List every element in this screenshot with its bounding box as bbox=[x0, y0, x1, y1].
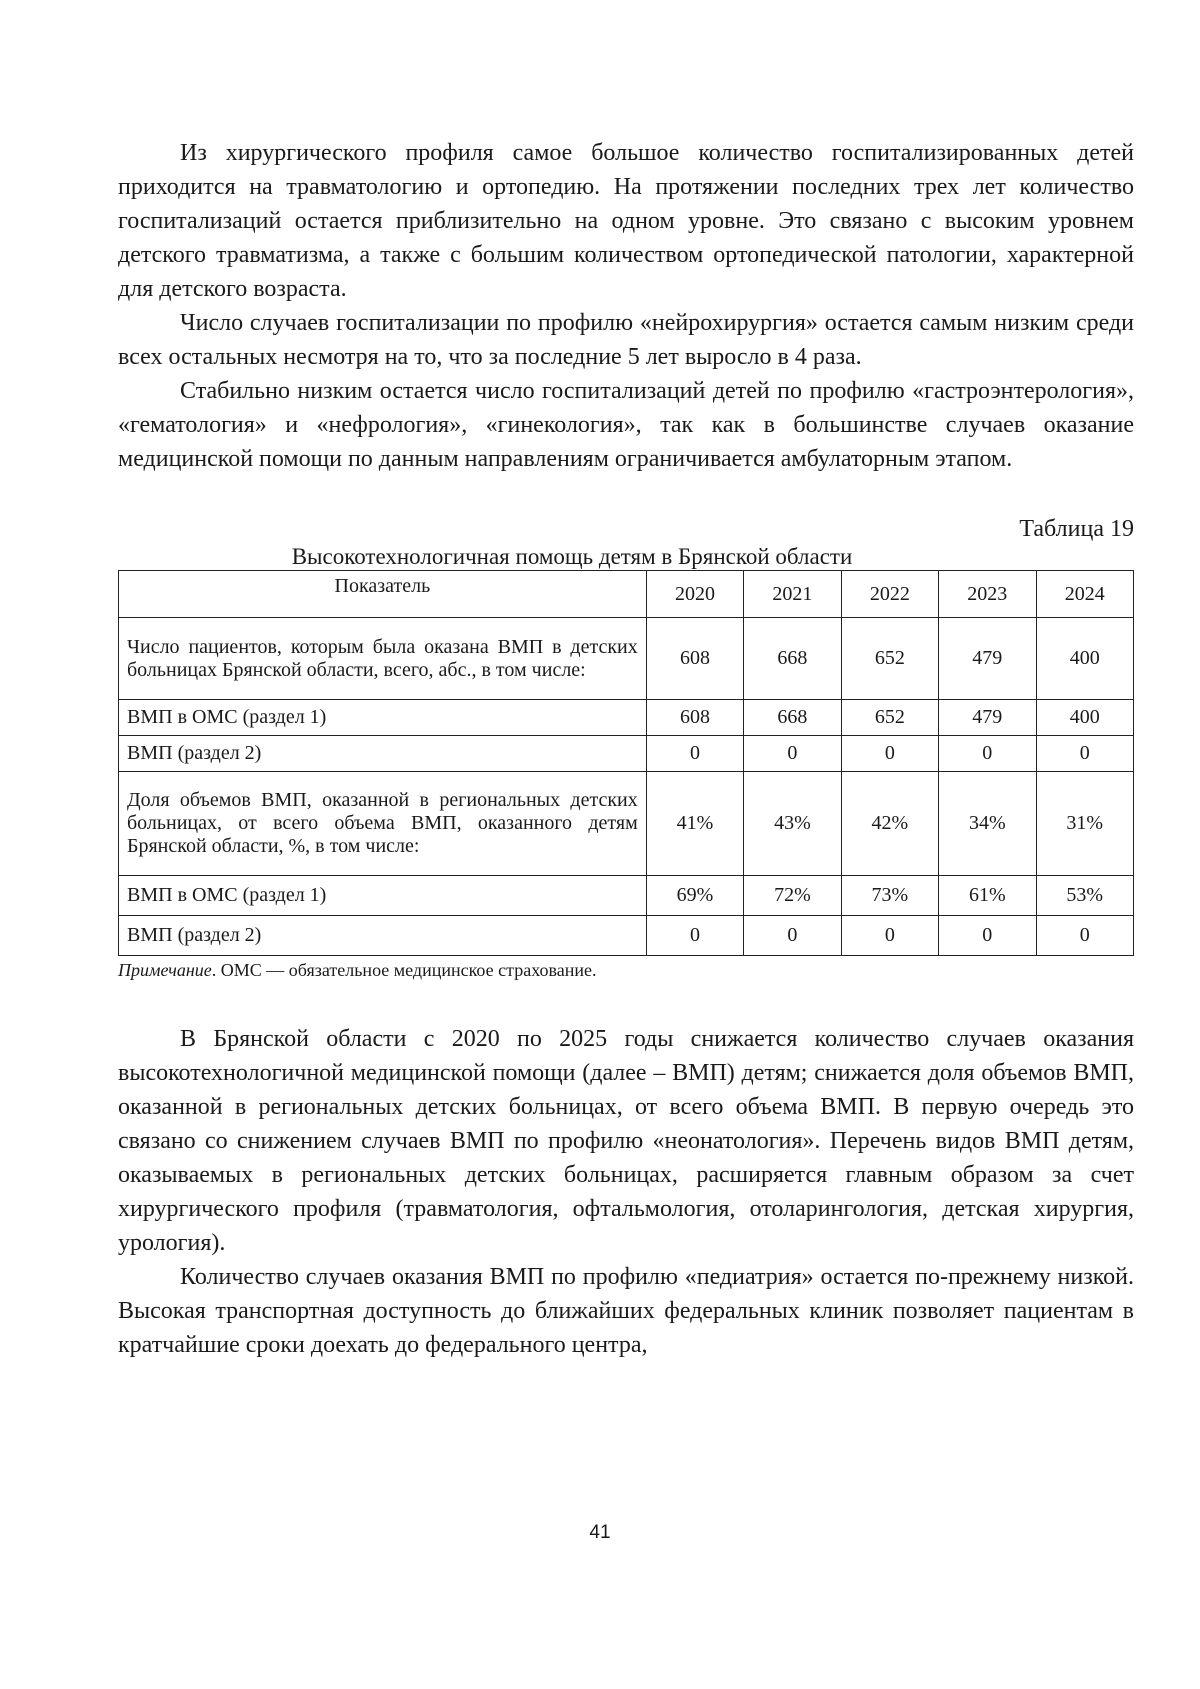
cell-value: 0 bbox=[841, 736, 938, 772]
table-note bbox=[118, 958, 1134, 982]
cell-value: 400 bbox=[1036, 700, 1134, 736]
cell-value: 41% bbox=[646, 772, 743, 876]
table-title: Высокотехнологичная помощь детям в Брянской области bbox=[291, 544, 853, 569]
cell-value: 652 bbox=[841, 700, 938, 736]
cell-value: 53% bbox=[1036, 876, 1134, 916]
cell-value: 42% bbox=[841, 772, 938, 876]
row-label: ВМП в ОМС (раздел 1) bbox=[119, 876, 647, 916]
table-row bbox=[119, 700, 1134, 736]
table-note-text: . ОМС — обязательное медицинское страхование. bbox=[211, 960, 597, 980]
cell-value: 0 bbox=[1036, 736, 1134, 772]
header-indicator: Показатель bbox=[119, 571, 647, 618]
paragraph-pediatrics: Количество случаев оказания ВМП по профилю «педиатрия» остается по-прежнему низкой. Высокая транспортная доступность до ближайших федеральных клиник позволяет пациентам в кратчайшие сроки доехать до федерального центра, bbox=[118, 1264, 1134, 1358]
table-row bbox=[119, 736, 1134, 772]
cell-value: 0 bbox=[1036, 916, 1134, 956]
table-row bbox=[119, 772, 1134, 876]
header-year: 2022 bbox=[841, 571, 938, 618]
paragraph-neurosurgery: Число случаев госпитализации по профилю «нейрохирургия» остается самым низким среди всех остальных несмотря на то, что за последние 5 лет выросло в 4 раза. bbox=[118, 310, 1134, 370]
paragraph-hmc-decrease: В Брянской области с 2020 по 2025 годы снижается количество случаев оказания высокотехнологичной медицинской помощи (далее – ВМП) детям; снижается доля объемов ВМП, оказанной в региональных детских больницах, от всего объема ВМП. В первую очередь это связано со снижением случаев ВМП по профилю «неонатология». Перечень видов ВМП детям, оказываемых в региональных детских больницах, расширяется главным образом за счет хирургического профиля (травматология, офтальмология, отоларингология, детская хирургия, урология). bbox=[118, 1026, 1134, 1256]
cell-value: 0 bbox=[939, 736, 1036, 772]
cell-value: 479 bbox=[939, 700, 1036, 736]
document-page bbox=[118, 136, 1134, 1362]
cell-value: 34% bbox=[939, 772, 1036, 876]
cell-value: 479 bbox=[939, 618, 1036, 700]
table-number-label: Таблица 19 bbox=[1019, 516, 1134, 542]
hmc-table bbox=[118, 570, 1134, 956]
cell-value: 400 bbox=[1036, 618, 1134, 700]
cell-value: 0 bbox=[744, 736, 841, 772]
cell-value: 0 bbox=[744, 916, 841, 956]
table-row bbox=[119, 876, 1134, 916]
cell-value: 73% bbox=[841, 876, 938, 916]
row-label: ВМП в ОМС (раздел 1) bbox=[119, 700, 647, 736]
table-row bbox=[119, 916, 1134, 956]
header-year: 2020 bbox=[646, 571, 743, 618]
paragraph-surgical-profile: Из хирургического профиля самое большое количество госпитализированных детей приходится на травматологию и ортопедию. На протяжении последних трех лет количество госпитализаций остается приблизительно на одном уровне. Это связано с высоким уровнем детского травматизма, а также с большим количеством ортопедической патологии, характерной для детского возраста. bbox=[118, 140, 1134, 302]
table-row bbox=[119, 618, 1134, 700]
table-note-prefix: Примечание bbox=[118, 960, 212, 980]
page-number: 41 bbox=[589, 1522, 611, 1543]
cell-value: 668 bbox=[744, 618, 841, 700]
header-year: 2021 bbox=[744, 571, 841, 618]
row-label: Доля объемов ВМП, оказанной в региональных детских больницах, от всего объема ВМП, оказанного детям Брянской области, %, в том числе: bbox=[119, 772, 647, 876]
cell-value: 0 bbox=[646, 916, 743, 956]
cell-value: 0 bbox=[939, 916, 1036, 956]
header-year: 2023 bbox=[939, 571, 1036, 618]
cell-value: 61% bbox=[939, 876, 1036, 916]
row-label: ВМП (раздел 2) bbox=[119, 736, 647, 772]
cell-value: 652 bbox=[841, 618, 938, 700]
paragraph-low-hospitalization: Стабильно низким остается число госпитализаций детей по профилю «гастроэнтерология», «гематология» и «нефрология», «гинекология», так как в большинстве случаев оказание медицинской помощи по данным направлениям ограничивается амбулаторным этапом. bbox=[118, 378, 1134, 472]
cell-value: 668 bbox=[744, 700, 841, 736]
cell-value: 69% bbox=[646, 876, 743, 916]
header-year: 2024 bbox=[1036, 571, 1134, 618]
cell-value: 43% bbox=[744, 772, 841, 876]
row-label: ВМП (раздел 2) bbox=[119, 916, 647, 956]
cell-value: 72% bbox=[744, 876, 841, 916]
cell-value: 608 bbox=[646, 700, 743, 736]
row-label: Число пациентов, которым была оказана ВМП в детских больницах Брянской области, всего, абс., в том числе: bbox=[119, 618, 647, 700]
spacer bbox=[118, 982, 1134, 1022]
cell-value: 0 bbox=[646, 736, 743, 772]
table-header-row bbox=[119, 571, 1134, 618]
cell-value: 31% bbox=[1036, 772, 1134, 876]
cell-value: 0 bbox=[841, 916, 938, 956]
cell-value: 608 bbox=[646, 618, 743, 700]
